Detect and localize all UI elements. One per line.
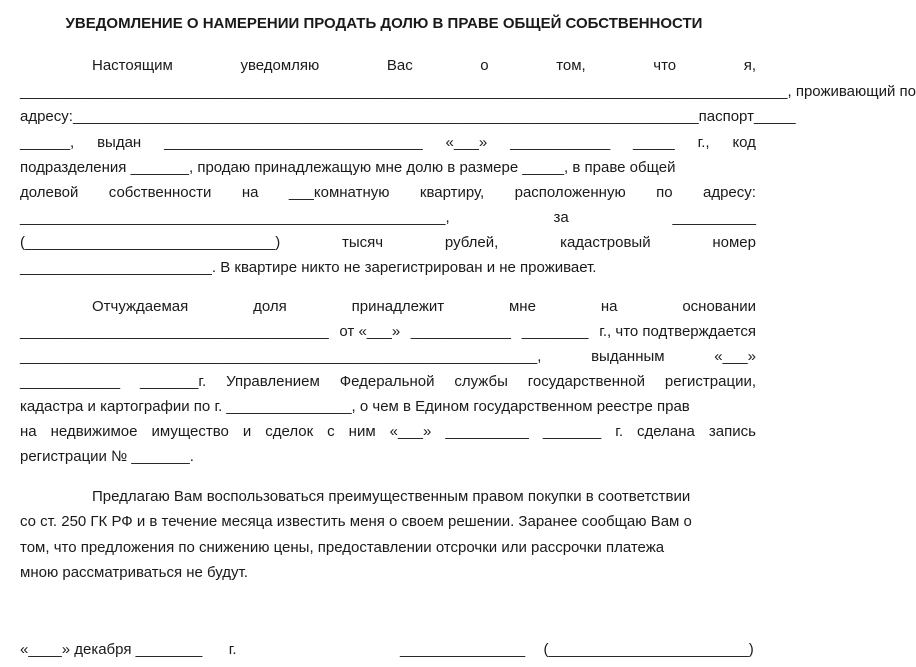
- text-segment: _______________________________: [164, 134, 423, 151]
- text-segment: ________: [521, 323, 589, 340]
- text-segment: я,: [743, 57, 756, 74]
- text-segment: запись: [708, 423, 756, 440]
- text-segment: ___________________________________________________________________________: [72, 108, 699, 125]
- text-segment: имущество: [151, 423, 229, 440]
- text-segment: квартиру,: [419, 184, 485, 201]
- text-segment: Настоящим: [92, 57, 173, 74]
- text-segment: расположенную: [514, 184, 626, 201]
- text-segment: что: [653, 57, 677, 74]
- text-segment: Управлением: [226, 373, 320, 390]
- text-segment: Вас: [386, 57, 413, 74]
- text-segment: за: [553, 209, 569, 226]
- signature-line: _______________: [400, 641, 526, 658]
- text-segment: ___комнатную: [288, 184, 390, 201]
- p1-line-1: [92, 56, 756, 76]
- text-segment: от «___»: [339, 323, 401, 340]
- text-segment: с: [327, 423, 335, 440]
- p3-line-4: мною рассматриваться не будут.: [20, 564, 248, 581]
- text-segment: выданным: [591, 348, 665, 365]
- p1-line-4: [20, 133, 756, 153]
- text-segment: и: [242, 423, 252, 440]
- p2-line-3: [20, 347, 756, 367]
- p1-line-9: _______________________. В квартире никто не зарегистрирован и не проживает.: [20, 259, 597, 276]
- text-segment: тысяч: [342, 234, 384, 251]
- text-segment: «___»: [389, 423, 432, 440]
- text-segment: г., что подтверждается: [599, 323, 756, 340]
- text-segment: ___________________________________________________,: [20, 209, 450, 226]
- p1-line-3: [20, 107, 796, 127]
- text-segment: долевой: [20, 184, 79, 201]
- text-segment: Отчуждаемая: [92, 298, 189, 315]
- text-segment: __________: [445, 423, 529, 440]
- text-segment: о: [480, 57, 489, 74]
- text-segment: на: [20, 423, 37, 440]
- text-segment: _____: [633, 134, 675, 151]
- p2-line-5: [20, 397, 756, 417]
- text-segment: собственности: [108, 184, 212, 201]
- text-segment: _______: [542, 423, 602, 440]
- p1-line-8: [20, 233, 756, 253]
- text-segment: на: [600, 298, 618, 315]
- text-segment: ____________________________________________________________________________________________, проживающий по: [20, 83, 916, 100]
- text-segment: кадастровый: [560, 234, 651, 251]
- text-segment: ______,: [20, 134, 75, 151]
- text-segment: регистрации,: [664, 373, 756, 390]
- text-segment: основании: [682, 298, 756, 315]
- text-segment: паспорт: [698, 108, 754, 125]
- text-segment: __________: [672, 209, 756, 226]
- p1-line-2: [20, 82, 916, 102]
- p2-line-1: [92, 297, 756, 317]
- text-segment: ____________: [410, 323, 512, 340]
- text-segment: адресу:: [703, 184, 756, 201]
- text-segment: сделок: [265, 423, 314, 440]
- text-segment: Федеральной: [339, 373, 435, 390]
- date-field: [20, 640, 240, 660]
- date-year-suffix: г.: [228, 641, 237, 658]
- p3-line-1: Предлагаю Вам воспользоваться преимущественным правом покупки в соответствии: [92, 488, 691, 505]
- text-segment: недвижимое: [50, 423, 138, 440]
- text-segment: рублей,: [444, 234, 499, 251]
- text-segment: г.,: [697, 134, 710, 151]
- signature-name-line: (________________________): [543, 641, 754, 658]
- p2-line-6: [20, 422, 756, 442]
- text-segment: номер: [712, 234, 756, 251]
- text-segment: «___»: [714, 348, 756, 365]
- document-title: УВЕДОМЛЕНИЕ О НАМЕРЕНИИ ПРОДАТЬ ДОЛЮ В ПРАВЕ ОБЩЕЙ СОБСТВЕННОСТИ: [65, 15, 703, 32]
- p2-line-4: [20, 372, 756, 392]
- p2-line-2: [20, 322, 756, 342]
- text-segment: _______г.: [140, 373, 207, 390]
- p3-line-3: том, что предложения по снижению цены, предоставлении отсрочки или рассрочки платежа: [20, 539, 665, 556]
- text-segment: доля: [253, 298, 287, 315]
- text-segment: выдан: [97, 134, 142, 151]
- signature-field: [400, 640, 760, 660]
- p3-line-2: со ст. 250 ГК РФ и в течение месяца известить меня о своем решении. Заранее сообщаю Вам о: [20, 513, 692, 530]
- text-segment: уведомляю: [240, 57, 320, 74]
- text-segment: «___»: [445, 134, 488, 151]
- p2-line-7: регистрации № _______.: [20, 448, 194, 465]
- text-segment: _____: [753, 108, 796, 125]
- p1-line-6: [20, 183, 756, 203]
- text-segment: _____________________________________: [20, 323, 329, 340]
- text-segment: ____________: [510, 134, 611, 151]
- text-segment: службы: [454, 373, 508, 390]
- text-segment: мне: [508, 298, 536, 315]
- text-segment: адресу:: [20, 108, 73, 125]
- text-segment: по: [656, 184, 673, 201]
- p1-line-5: [20, 158, 756, 178]
- text-segment: код: [732, 134, 756, 151]
- text-segment: на: [241, 184, 259, 201]
- p1-line-7: [20, 208, 756, 228]
- text-segment: сделана: [637, 423, 695, 440]
- text-segment: подразделения _______, продаю принадлежащую мне долю в размере _____, в праве общей: [20, 159, 676, 176]
- text-segment: г.: [615, 423, 624, 440]
- text-segment: ____________: [20, 373, 121, 390]
- text-segment: ______________________________________________________________,: [20, 348, 542, 365]
- date-line: «____» декабря ________: [20, 641, 203, 658]
- text-segment: том,: [556, 57, 586, 74]
- text-segment: ним: [348, 423, 376, 440]
- text-segment: кадастра и картографии по г. _______________, о чем в Едином государственном реестре прав: [20, 398, 690, 415]
- text-segment: принадлежит: [351, 298, 445, 315]
- text-segment: государственной: [527, 373, 645, 390]
- text-segment: (______________________________): [20, 234, 281, 251]
